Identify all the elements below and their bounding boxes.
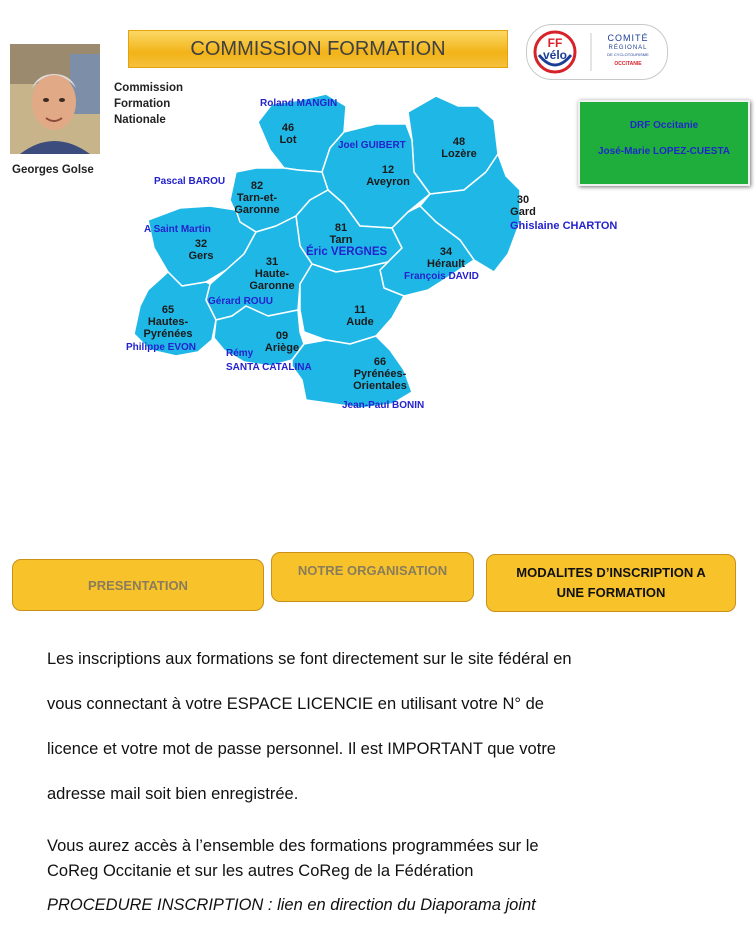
name-pascal-barou: Pascal BAROU bbox=[154, 176, 226, 187]
dept-66-name1: Pyrénées- bbox=[353, 368, 407, 380]
dept-65-num: 65 bbox=[161, 304, 175, 316]
dept-31-label bbox=[246, 256, 298, 292]
content-line-4: adresse mail soit bien enregistrée. bbox=[47, 785, 299, 803]
content-line-1: Les inscriptions aux formations se font directement sur le site fédéral en bbox=[47, 650, 572, 668]
dept-34-num: 34 bbox=[439, 246, 453, 258]
content-para2-line2: CoReg Occitanie et sur les autres CoReg de la Fédération bbox=[47, 862, 474, 880]
tab-modalites-line1: MODALITES D’INSCRIPTION A bbox=[516, 565, 706, 580]
tab-notre-organisation[interactable]: NOTRE ORGANISATION bbox=[271, 552, 474, 602]
logo-line4: OCCITANIE bbox=[614, 61, 642, 67]
dept-12-label bbox=[362, 164, 414, 188]
dept-31-name2: Garonne bbox=[249, 280, 295, 292]
dept-66-name2: Orientales bbox=[353, 380, 407, 392]
name-eric-vergnes: Éric VERGNES bbox=[306, 246, 388, 258]
name-a-saint-martin: A Saint Martin bbox=[144, 224, 211, 235]
dept-09-name: Ariège bbox=[264, 342, 300, 354]
dept-81-label bbox=[326, 222, 356, 246]
dept-48-label bbox=[436, 136, 482, 160]
dept-30-num: 30 bbox=[516, 194, 530, 206]
dept-11-name: Aude bbox=[346, 316, 374, 328]
dept-82-name2: Garonne bbox=[234, 204, 280, 216]
dept-32-num: 32 bbox=[194, 238, 208, 250]
dept-48-num: 48 bbox=[452, 136, 466, 148]
dept-48-name: Lozère bbox=[441, 148, 477, 160]
page-title: COMMISSION FORMATION bbox=[128, 30, 508, 68]
procedure-link[interactable]: PROCEDURE INSCRIPTION : lien en direction du Diaporama joint bbox=[47, 896, 536, 914]
dept-09-label bbox=[262, 330, 302, 354]
logo-ff: FF bbox=[547, 36, 563, 50]
dept-34-name: Hérault bbox=[427, 258, 465, 270]
dept-09-num: 09 bbox=[275, 330, 289, 342]
logo-velo: vélo bbox=[542, 48, 567, 62]
name-joel-guibert: Joel GUIBERT bbox=[338, 140, 406, 151]
dept-65-name1: Hautes- bbox=[147, 316, 189, 328]
dept-12-num: 12 bbox=[381, 164, 395, 176]
caption-line-3: Nationale bbox=[114, 114, 166, 126]
dept-12-name: Aveyron bbox=[366, 176, 410, 188]
name-gerard-rouu: Gérard ROUU bbox=[208, 296, 274, 307]
dept-82-name1: Tarn-et- bbox=[236, 192, 278, 204]
dept-30-label bbox=[508, 194, 538, 218]
logo-line2: RÉGIONAL bbox=[608, 45, 648, 51]
dept-11-label bbox=[342, 304, 378, 328]
caption-line-1: Commission bbox=[114, 82, 184, 94]
tab-modalites-line2: UNE FORMATION bbox=[556, 585, 666, 600]
name-roland-mangin: Roland MANGIN bbox=[260, 98, 338, 109]
dept-82-label bbox=[232, 180, 282, 216]
dept-32-name: Gers bbox=[188, 250, 214, 262]
logo-line1: COMITÉ bbox=[607, 33, 649, 43]
dept-81-num: 81 bbox=[334, 222, 348, 234]
drf-title: DRF Occitanie bbox=[629, 120, 699, 131]
dept-46-label bbox=[274, 122, 302, 146]
drf-name: José-Marie LOPEZ-CUESTA bbox=[597, 146, 731, 157]
name-philippe-evon: Philippe EVON bbox=[126, 342, 197, 353]
content-line-3: licence et votre mot de passe personnel. Il est IMPORTANT que votre bbox=[47, 740, 556, 758]
tab-modalites-inscription[interactable] bbox=[486, 554, 736, 612]
name-jean-paul-bonin: Jean-Paul BONIN bbox=[342, 400, 425, 411]
logo-line3: DE CYCLOTOURISME bbox=[607, 52, 649, 57]
dept-31-name1: Haute- bbox=[254, 268, 290, 280]
dept-30-name: Gard bbox=[510, 206, 536, 218]
dept-32-label bbox=[186, 238, 216, 262]
content-line-2: vous connectant à votre ESPACE LICENCIE en utilisant votre N° de bbox=[47, 695, 544, 713]
name-francois-david: François DAVID bbox=[404, 271, 479, 282]
dept-11-num: 11 bbox=[354, 304, 366, 316]
name-ghislaine-charton: Ghislaine CHARTON bbox=[510, 220, 618, 232]
name-santa-catalina: SANTA CATALINA bbox=[226, 362, 312, 373]
dept-46-num: 46 bbox=[281, 122, 295, 134]
dept-34-label bbox=[418, 246, 474, 270]
person-name: Georges Golse bbox=[12, 164, 94, 176]
dept-81-name: Tarn bbox=[329, 234, 353, 246]
caption-line-2: Formation bbox=[114, 98, 171, 110]
dept-46-name: Lot bbox=[279, 134, 297, 146]
dept-65-label bbox=[142, 304, 194, 340]
dept-82-num: 82 bbox=[250, 180, 264, 192]
dept-65-name2: Pyrénées bbox=[143, 328, 193, 340]
dept-66-num: 66 bbox=[373, 356, 387, 368]
name-remy: Rémy bbox=[226, 348, 254, 359]
dept-31-num: 31 bbox=[265, 256, 279, 268]
content-para2-line1: Vous aurez accès à l’ensemble des formations programmées sur le bbox=[47, 837, 539, 855]
dept-66-label bbox=[350, 356, 410, 392]
tab-presentation[interactable]: PRESENTATION bbox=[12, 559, 264, 611]
